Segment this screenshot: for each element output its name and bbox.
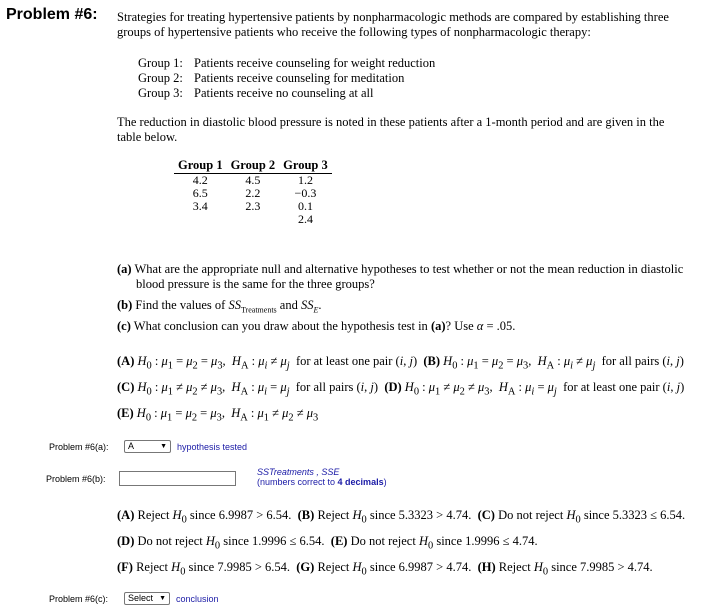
question-b: (b) Find the values of $SS_{Treatments}$ and $SS_E$. [117,298,322,315]
chevron-down-icon: ▼ [160,443,167,450]
table-row: 3.4 2.3 0.1 [192,199,313,213]
table-row: 4.2 4.5 1.2 [192,173,313,187]
problem-title: Problem #6: [6,6,98,23]
group-item: Group 1: Patients receive counseling for weight reduction [138,56,436,70]
group-list [138,56,435,101]
table-header: Group 1 [174,158,227,174]
conclusion-row-1: (A) Reject $H_0$ since 6.9987 > 6.54. (B) Reject $H_0$ since 5.3323 > 4.74. (C) Do not reject $H_0$ since 5.3323 ≤ 6.54. [117,508,686,526]
hyp-row-2: (C) $H_0$ : $\mu_1 \ne \mu_2 \ne \mu_3$, $H_A$ : $\mu_i = \mu_j$ for all pairs (i, j) (D) $H_0$ : $\mu_1 \ne \mu_2 \ne \mu_3$, $H_A$ : $\mu_i = \mu_j$ for at least one pair (i, j) [117,380,685,398]
answer-a-link[interactable]: hypothesis tested [177,442,248,452]
hyp-row-1: (A) $H_0$ : $\mu_1 = \mu_2 = \mu_3$, $H_A$ : $\mu_i \ne \mu_j$ for at least one pair (i, j) (B) $H_0$ : $\mu_1 = \mu_2 = \mu_3$, $H_A$ : $\mu_i \ne \mu_j$ for all pairs (i, j) [117,354,684,372]
conclusion-row-2: (D) Do not reject $H_0$ since 1.9996 ≤ 6.54. (E) Do not reject $H_0$ since 1.9996 ≤ 4.74. [117,534,538,552]
data-table [174,158,332,226]
table-row: 2.4 [297,212,313,226]
answer-a-label: Problem #6(a): [49,442,109,452]
group-item: Group 2: Patients receive counseling for meditation [138,71,405,85]
answer-c-select[interactable]: Select ▼ [124,592,170,605]
table-header: Group 2 [227,158,280,174]
group-item: Group 3: Patients receive no counseling at all [138,86,374,100]
answer-a-select[interactable]: A ▼ [124,440,171,453]
conclusion-row-3: (F) Reject $H_0$ since 7.9985 > 6.54. (G) Reject $H_0$ since 6.9987 > 4.74. (H) Reject $H_0$ since 7.9985 > 4.74. [117,560,653,578]
intro-text: Strategies for treating hypertensive patients by nonpharmacologic methods are compared by establishing three groups of hypertensive patients who receive the following types of nonpharmacologic therapy: [117,10,669,39]
table-header: Group 3 [279,158,332,174]
table-row: 6.5 2.2 −0.3 [192,186,317,200]
answer-c-link[interactable]: conclusion [176,594,219,604]
answer-b-input[interactable] [119,471,236,486]
answer-b-hint: SSTreatments , SSE (numbers correct to 4 decimals) [257,467,387,487]
chevron-down-icon: ▼ [159,595,166,602]
question-c: (c) What conclusion can you draw about the hypothesis test in (a)? Use α = .05. [117,319,516,333]
reduction-text: The reduction in diastolic blood pressure is noted in these patients after a 1-month period and are given in the table below. [117,115,665,144]
hyp-row-3: (E) $H_0$ : $\mu_1 = \mu_2 = \mu_3$, $H_A$ : $\mu_1 \ne \mu_2 \ne \mu_3$ [117,406,319,424]
answer-c-label: Problem #6(c): [49,594,109,604]
question-a: (a) What are the appropriate null and alternative hypotheses to test whether or not the mean reduction in diastolic blood pressure is the same for the three groups? [117,262,684,291]
answer-b-label: Problem #6(b): [46,474,106,484]
